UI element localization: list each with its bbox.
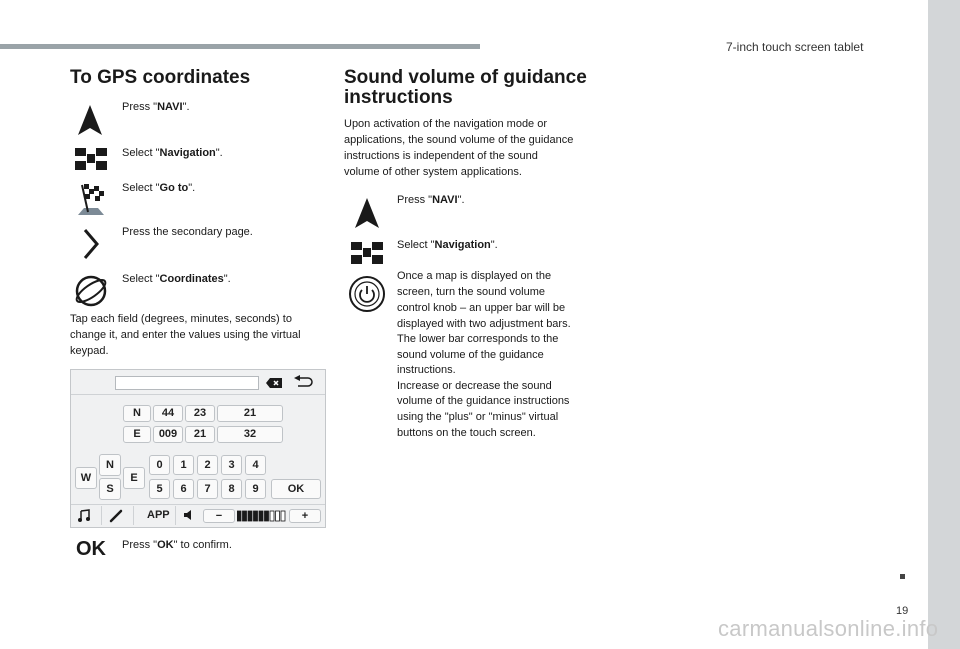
volume-segment-empty xyxy=(276,511,280,521)
volume-segment-empty xyxy=(270,511,274,521)
volume-desc-line: volume of the guidance instructions xyxy=(397,395,570,407)
volume-intro-line-2: applications, the sound volume of the guidance xyxy=(344,134,574,146)
checkered-flag-icon xyxy=(76,182,106,216)
digit-key[interactable]: 3 xyxy=(221,455,242,475)
navi-arrow-icon xyxy=(76,104,104,136)
ok-key[interactable]: OK xyxy=(271,479,321,499)
gps-paragraph-line-1: Tap each field (degrees, minutes, seconds) to xyxy=(70,313,292,325)
volume-desc-line: using the "plus" or "minus" virtual xyxy=(397,411,559,423)
lon-degrees-field[interactable]: 009 xyxy=(153,426,183,443)
volume-segment-filled xyxy=(248,511,252,521)
digit-key[interactable]: 1 xyxy=(173,455,194,475)
toolbar-divider xyxy=(175,506,176,525)
volume-segment-empty xyxy=(281,511,285,521)
volume-desc-line: The lower bar corresponds to the xyxy=(397,333,559,345)
header-rule xyxy=(0,44,480,49)
back-arrow-icon[interactable] xyxy=(293,375,313,389)
gps-step-confirm: Press "OK" to confirm. xyxy=(122,539,232,551)
page-end-marker xyxy=(900,574,905,579)
volume-desc-line: sound volume of the guidance xyxy=(397,349,544,361)
volume-desc-line: control knob – an upper bar will be xyxy=(397,302,566,314)
chapter-title: 7-inch touch screen tablet xyxy=(726,40,864,54)
volume-segment-filled xyxy=(265,511,269,521)
direction-west-key[interactable]: W xyxy=(75,467,97,489)
music-note-icon[interactable] xyxy=(77,509,91,523)
gps-step-navi: Press "NAVI". xyxy=(122,101,190,113)
navi-arrow-icon xyxy=(353,197,381,229)
volume-desc-line: Increase or decrease the sound xyxy=(397,380,552,392)
gps-step-navigation: Select "Navigation". xyxy=(122,147,223,159)
digit-key[interactable]: 2 xyxy=(197,455,218,475)
gps-step-go-to: Select "Go to". xyxy=(122,182,196,194)
volume-level-bar xyxy=(237,510,287,522)
volume-desc-line: instructions. xyxy=(397,364,456,376)
ok-icon: OK xyxy=(76,538,106,560)
lat-minutes-field[interactable]: 23 xyxy=(185,405,215,422)
volume-desc-line: screen, turn the sound volume xyxy=(397,286,545,298)
volume-intro-line-3: instructions is independent of the sound xyxy=(344,150,538,162)
volume-knob-icon xyxy=(348,275,386,313)
phone-icon[interactable] xyxy=(109,509,123,523)
lon-seconds-field[interactable]: 32 xyxy=(217,426,283,443)
volume-desc-line: displayed with two adjustment bars. xyxy=(397,318,571,330)
screen-divider xyxy=(71,394,325,395)
backspace-icon[interactable] xyxy=(265,377,283,389)
digit-key[interactable]: 0 xyxy=(149,455,170,475)
digit-key[interactable]: 6 xyxy=(173,479,194,499)
volume-desc-line: Once a map is displayed on the xyxy=(397,270,552,282)
gps-paragraph-line-3: keypad. xyxy=(70,345,109,357)
direction-north-key[interactable]: N xyxy=(99,454,121,476)
navigation-menu-icon xyxy=(350,240,384,266)
coordinates-globe-icon xyxy=(74,274,108,308)
digit-key[interactable]: 7 xyxy=(197,479,218,499)
navigation-menu-icon xyxy=(74,146,108,172)
volume-segment-filled xyxy=(243,511,247,521)
speaker-icon xyxy=(183,509,197,521)
lat-hemisphere-field[interactable]: N xyxy=(123,405,151,422)
digit-key[interactable]: 4 xyxy=(245,455,266,475)
side-margin-strip xyxy=(928,0,960,649)
chevron-right-icon xyxy=(82,228,100,260)
volume-step-navigation: Select "Navigation". xyxy=(397,239,498,251)
volume-segment-filled xyxy=(254,511,258,521)
gps-paragraph-line-2: change it, and enter the values using the virtual xyxy=(70,329,301,341)
volume-intro-line-4: volume of other system applications. xyxy=(344,166,522,178)
direction-east-key[interactable]: E xyxy=(123,467,145,489)
gps-step-coordinates: Select "Coordinates". xyxy=(122,273,231,285)
volume-segment-filled xyxy=(237,511,241,521)
section-title-volume-line-1: Sound volume of guidance xyxy=(344,67,587,88)
toolbar-divider xyxy=(101,506,102,525)
toolbar-divider xyxy=(133,506,134,525)
lat-seconds-field[interactable]: 21 xyxy=(217,405,283,422)
digit-key[interactable]: 5 xyxy=(149,479,170,499)
coordinates-keypad-screenshot xyxy=(70,369,326,528)
gps-step-secondary-page: Press the secondary page. xyxy=(122,226,253,238)
watermark: carmanualsonline.info xyxy=(718,616,939,641)
volume-segment-filled xyxy=(259,511,263,521)
digit-key[interactable]: 9 xyxy=(245,479,266,499)
lon-minutes-field[interactable]: 21 xyxy=(185,426,215,443)
digit-key[interactable]: 8 xyxy=(221,479,242,499)
direction-south-key[interactable]: S xyxy=(99,478,121,500)
app-button[interactable]: APP xyxy=(147,509,170,521)
volume-desc-line: buttons on the touch screen. xyxy=(397,427,536,439)
volume-intro-line-1: Upon activation of the navigation mode or xyxy=(344,118,548,130)
volume-plus-button[interactable]: + xyxy=(289,509,321,523)
section-title-volume-line-2: instructions xyxy=(344,87,453,108)
lat-degrees-field[interactable]: 44 xyxy=(153,405,183,422)
volume-minus-button[interactable]: − xyxy=(203,509,235,523)
lon-hemisphere-field[interactable]: E xyxy=(123,426,151,443)
volume-step-navi: Press "NAVI". xyxy=(397,194,465,206)
coordinate-entry-field[interactable] xyxy=(115,376,259,390)
screen-divider xyxy=(71,504,325,505)
section-title-gps: To GPS coordinates xyxy=(70,67,251,88)
page-number: 19 xyxy=(896,605,909,617)
